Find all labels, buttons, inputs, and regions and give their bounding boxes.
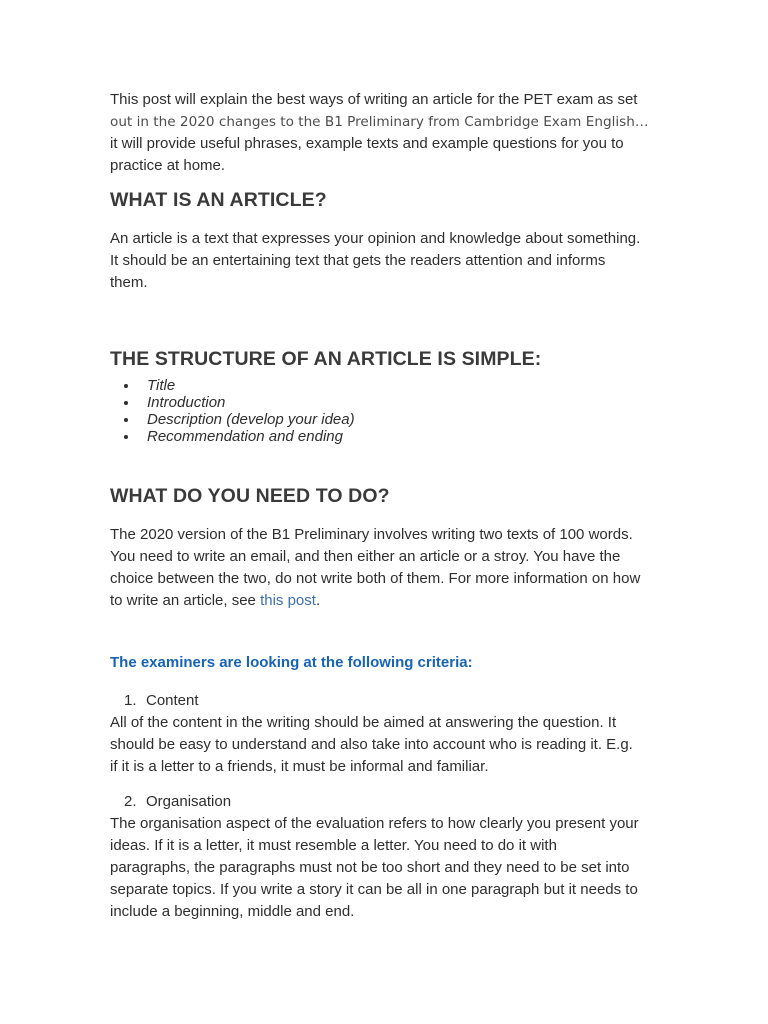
structure-list <box>110 377 670 445</box>
bullet-icon <box>124 384 128 388</box>
criteria-paragraph <box>110 813 670 923</box>
criteria-item-organisation <box>110 791 670 923</box>
intro-line: This post will explain the best ways of writing an article for the PET exam as set <box>110 91 638 108</box>
item-title: Organisation <box>146 793 232 810</box>
list-item-label: Title <box>147 377 176 394</box>
paragraph-line: if it is a letter to a friends, it must be informal and familiar. <box>110 758 489 775</box>
article-definition-paragraph <box>110 228 670 294</box>
item-title: Content <box>146 692 199 709</box>
criteria-heading: The examiners are looking at the following criteria: <box>110 654 473 671</box>
numbered-item <box>110 791 670 813</box>
paragraph-line: You need to write an email, and then either an article or a stroy. You have the <box>110 548 621 565</box>
paragraph-line: include a beginning, middle and end. <box>110 903 355 920</box>
paragraph-line: The 2020 version of the B1 Preliminary involves writing two texts of 100 words. <box>110 526 633 543</box>
line-prefix: to write an article, see <box>110 592 261 609</box>
paragraph-line: separate topics. If you write a story it can be all in one paragraph but it needs to <box>110 881 638 898</box>
criteria-item-content <box>110 690 670 778</box>
item-number: 1. <box>124 692 137 709</box>
paragraph-line: It should be an entertaining text that gets the readers attention and informs <box>110 252 606 269</box>
list-item <box>110 428 670 445</box>
paragraph-line: paragraphs, the paragraphs must not be too short and they need to be set into <box>110 859 630 876</box>
list-item <box>110 377 670 394</box>
requirements-paragraph <box>110 524 670 612</box>
paragraph-line: choice between the two, do not write both of them. For more information on how <box>110 570 641 587</box>
paragraph-line <box>110 590 670 612</box>
heading-structure: THE STRUCTURE OF AN ARTICLE IS SIMPLE: <box>110 348 542 370</box>
intro-line: it will provide useful phrases, example texts and example questions for you to <box>110 135 624 152</box>
this-post-link[interactable]: this post <box>260 592 316 609</box>
paragraph-line: An article is a text that expresses your opinion and knowledge about something. <box>110 230 641 247</box>
list-item-label: Recommendation and ending <box>147 428 343 445</box>
paragraph-line: ideas. If it is a letter, it must resemble a letter. You need to do it with <box>110 837 557 854</box>
paragraph-line: All of the content in the writing should be aimed at answering the question. It <box>110 714 617 731</box>
item-number: 2. <box>124 793 137 810</box>
bullet-icon <box>124 435 128 439</box>
intro-line: practice at home. <box>110 157 226 174</box>
list-item <box>110 394 670 411</box>
numbered-item <box>110 690 670 712</box>
line-suffix: . <box>315 592 321 609</box>
list-item-label: Introduction <box>147 394 226 411</box>
heading-what-do-you-need-to-do: WHAT DO YOU NEED TO DO? <box>110 485 390 507</box>
criteria-paragraph <box>110 712 670 778</box>
intro-line: out in the 2020 changes to the B1 Preliminary from Cambridge Exam English… <box>110 114 649 130</box>
bullet-icon <box>124 401 128 405</box>
paragraph-line: should be easy to understand and also take into account who is reading it. E.g. <box>110 736 633 753</box>
document-page <box>110 89 670 923</box>
bullet-icon <box>124 418 128 422</box>
list-item <box>110 411 670 428</box>
intro-paragraph <box>110 89 670 177</box>
paragraph-line: The organisation aspect of the evaluation refers to how clearly you present your <box>110 815 639 832</box>
heading-what-is-an-article: WHAT IS AN ARTICLE? <box>110 189 327 211</box>
paragraph-line: them. <box>110 274 148 291</box>
list-item-label: Description (develop your idea) <box>147 411 355 428</box>
